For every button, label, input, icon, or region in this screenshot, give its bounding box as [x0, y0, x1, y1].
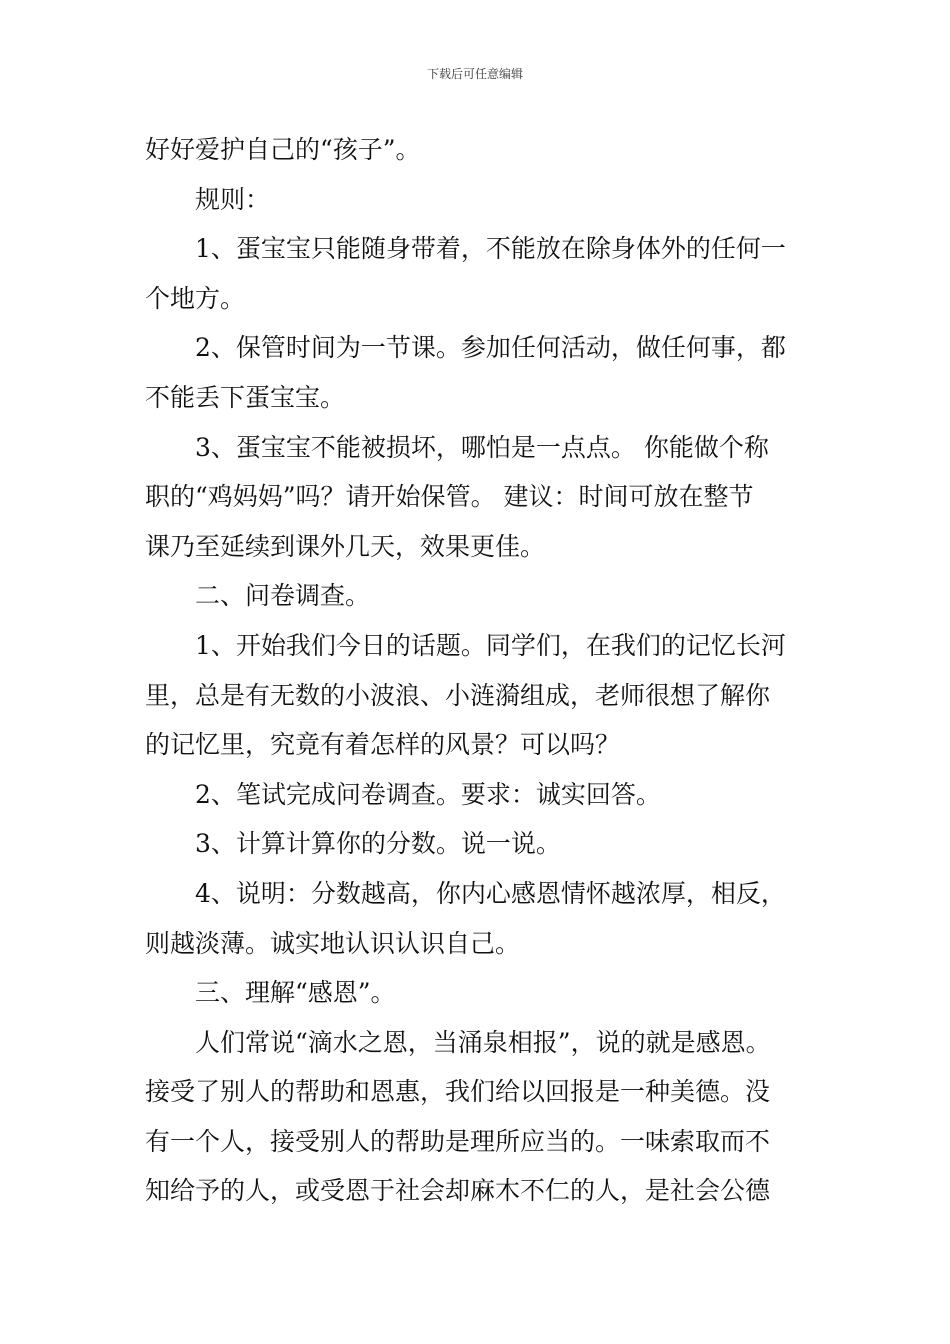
- document-body: [145, 125, 815, 1216]
- text-line: 2、保管时间为一节课。参加任何活动，做任何事，都: [195, 333, 786, 363]
- text-line: 3、蛋宝宝不能被损坏，哪怕是一点点。 你能做个称: [195, 432, 769, 462]
- text-line: 则越淡薄。诚实地认识认识自己。: [145, 928, 521, 958]
- text-line: 课乃至延续到课外几天，效果更佳。: [145, 531, 546, 561]
- text-line: 知给予的人，或受恩于社会却麻木不仁的人，是社会公德: [145, 1176, 771, 1206]
- text-line: 接受了别人的帮助和恩惠，我们给以回报是一种美德。没: [145, 1077, 771, 1107]
- text-line: 好好爱护自己的“孩子”。: [145, 135, 421, 164]
- text-line: 的记忆里，究竟有着怎样的风景？可以吗？: [145, 730, 621, 760]
- text-line: 1、开始我们今日的话题。同学们，在我们的记忆长河: [195, 630, 786, 660]
- text-line: 3、计算计算你的分数。说一说。: [195, 829, 561, 859]
- text-line: 2、笔试完成问卷调查。要求：诚实回答。: [195, 779, 661, 809]
- text-line: 4、说明：分数越高，你内心感恩情怀越浓厚，相反，: [195, 878, 786, 908]
- text-line: 有一个人，接受别人的帮助是理所应当的。一味索取而不: [145, 1126, 771, 1156]
- text-line: 职的“鸡妈妈”吗？请开始保管。 建议：时间可放在整节: [145, 482, 754, 512]
- text-line: 个地方。: [145, 283, 246, 313]
- section-heading: 二、问卷调查。: [195, 581, 371, 611]
- text-line: 不能丢下蛋宝宝。: [145, 382, 346, 412]
- text-line: 里，总是有无数的小波浪、小涟漪组成，老师很想了解你: [145, 680, 771, 710]
- page-header: 下载后可任意编辑: [426, 67, 523, 81]
- text-line: 规则：: [195, 184, 271, 214]
- text-line: 1、蛋宝宝只能随身带着，不能放在除身体外的任何一: [195, 234, 786, 264]
- section-heading: 三、理解“感恩”。: [195, 978, 396, 1008]
- text-line: 人们常说“滴水之恩，当涌泉相报”，说的就是感恩。: [195, 1027, 771, 1057]
